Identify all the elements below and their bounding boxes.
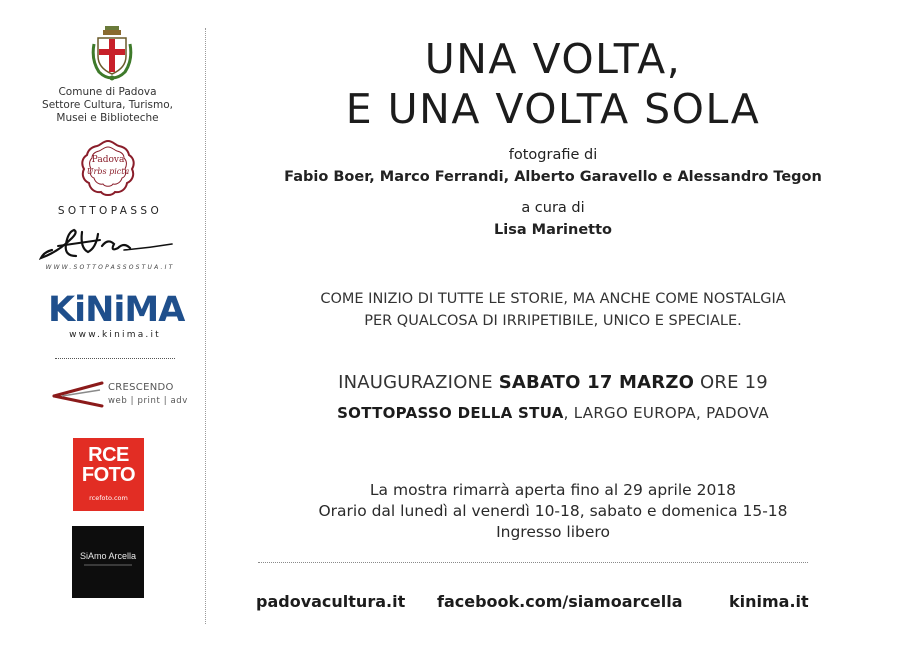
- rce-foto-logo: [73, 438, 144, 511]
- invitation-main: [206, 0, 900, 650]
- stua-signature-logo: [38, 222, 178, 264]
- inauguration-time: ORE 19: [694, 372, 768, 393]
- comune-di-padova-text: [20, 86, 195, 125]
- description-line-2: PER QUALCOSA DI IRRIPETIBILE, UNICO E SPECIALE.: [364, 313, 742, 329]
- siamo-arcella-logo: [72, 526, 144, 598]
- photographers-names: Fabio Boer, Marco Ferrandi, Alberto Garavello e Alessandro Tegon: [284, 169, 822, 185]
- siamo-arcella-subline: [84, 564, 132, 566]
- curated-label: a cura di: [521, 200, 585, 216]
- padova-logo-line2: Urbs picta: [86, 167, 130, 176]
- sponsor-sidebar: [0, 0, 205, 650]
- crescendo-name: CRESCENDO: [108, 382, 174, 393]
- description-line-1: COME INIZIO DI TUTTE LE STORIE, MA ANCHE COME NOSTALGIA: [320, 291, 786, 307]
- siamo-arcella-text: SiAmo Arcella: [79, 551, 137, 561]
- inauguration-date: SABATO 17 MARZO: [498, 372, 695, 393]
- venue-name: SOTTOPASSO DELLA STUA: [337, 404, 564, 422]
- rce-url: rcefoto.com: [89, 494, 128, 502]
- rce-logo-line1: RCE: [88, 444, 129, 466]
- title-line-1: UNA VOLTA,: [424, 35, 682, 83]
- venue-address: , LARGO EUROPA, PADOVA: [563, 404, 769, 422]
- sidebar-divider: [55, 358, 175, 359]
- sottopasso-stua-url: WWW.SOTTOPASSOSTUA.IT: [45, 264, 175, 271]
- rce-logo-line2: FOTO: [81, 464, 136, 486]
- info-dates: La mostra rimarrà aperta fino al 29 aprile 2018: [369, 481, 737, 499]
- inauguration-prefix: INAUGURAZIONE: [338, 372, 499, 393]
- padova-logo-line1: Padova: [91, 155, 125, 165]
- curator-name: Lisa Marinetto: [494, 222, 612, 238]
- org-line-1: Comune di Padova: [58, 86, 157, 98]
- photos-label: fotografie di: [508, 147, 598, 163]
- org-line-2: Settore Cultura, Turismo,: [42, 99, 173, 111]
- exhibition-info: [206, 480, 900, 543]
- facebook-siamoarcella-link[interactable]: facebook.com/siamoarcella: [437, 592, 683, 611]
- exhibition-description: [206, 288, 900, 332]
- padovacultura-link[interactable]: padovacultura.it: [256, 592, 406, 611]
- crescendo-tagline: web | print | adv: [108, 396, 188, 406]
- org-line-3: Musei e Biblioteche: [56, 112, 159, 124]
- sottopasso-label: SOTTOPASSO: [57, 205, 163, 217]
- padova-urbs-picta-logo: [79, 138, 137, 198]
- info-admission: Ingresso libero: [496, 523, 610, 541]
- kinima-link[interactable]: kinima.it: [729, 592, 809, 611]
- info-hours: Orario dal lunedì al venerdì 10-18, sabato e domenica 15-18: [318, 502, 788, 520]
- padova-crest-logo: [91, 26, 133, 82]
- footer-divider: [258, 562, 808, 563]
- venue-line: [206, 404, 900, 422]
- title-line-2: E UNA VOLTA SOLA: [345, 85, 761, 133]
- crescendo-mark-icon: [52, 380, 108, 408]
- kinima-url: www.kinima.it: [69, 330, 161, 340]
- inauguration-line: [206, 372, 900, 393]
- exhibition-title: [206, 34, 900, 134]
- kinima-logo: KiNiMA: [48, 290, 185, 330]
